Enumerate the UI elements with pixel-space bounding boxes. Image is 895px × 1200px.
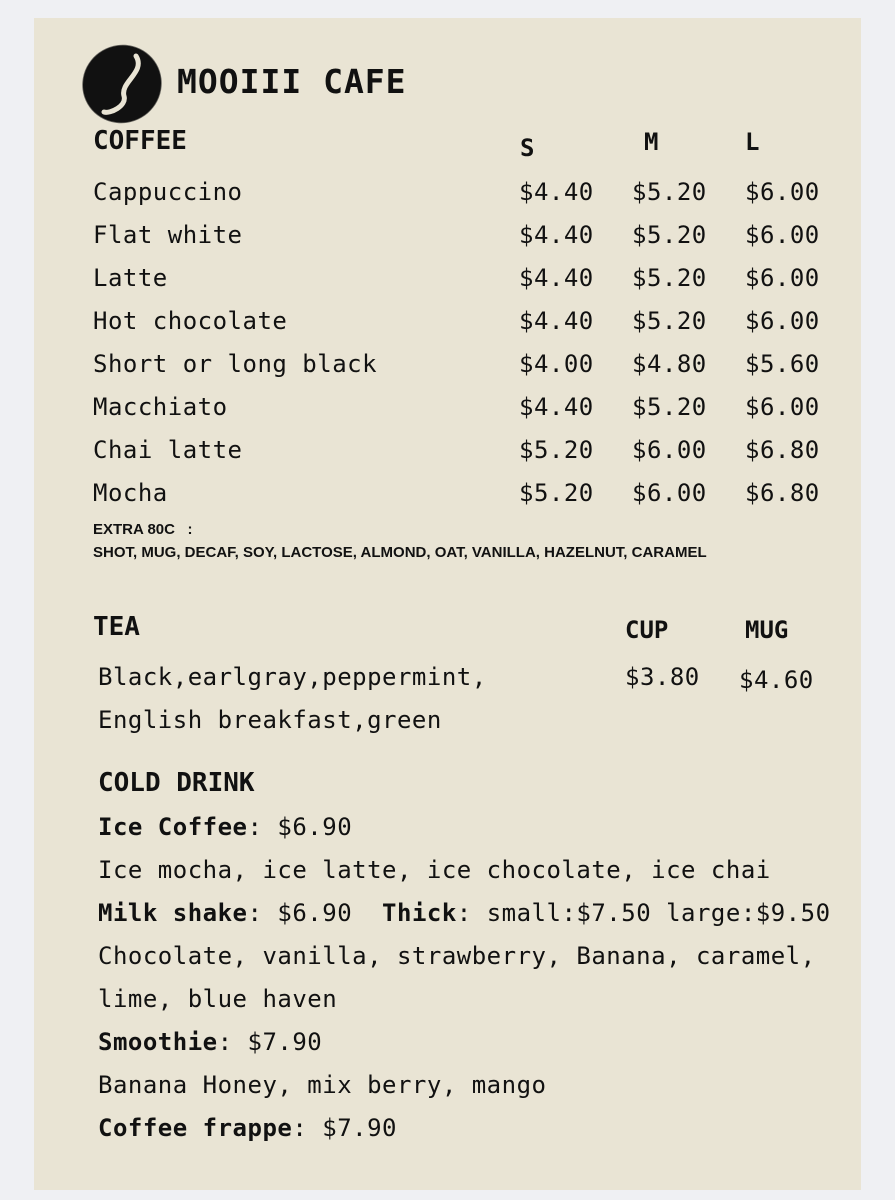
coffee-price-m: $5.20	[632, 178, 707, 206]
coffee-price-s: $4.40	[519, 307, 594, 335]
coffee-item-name: Flat white	[93, 221, 243, 249]
coffee-price-m: $5.20	[632, 307, 707, 335]
coffee-item-name: Short or long black	[93, 350, 378, 378]
tea-cup-header: CUP	[625, 616, 669, 644]
menu-card	[34, 18, 861, 1190]
coffee-price-s: $4.40	[519, 221, 594, 249]
coffee-section-title: COFFEE	[93, 126, 187, 156]
thick-prices: : small:$7.50 large:$9.50	[456, 899, 831, 927]
coffee-item-name: Cappuccino	[93, 178, 243, 206]
size-header-m: M	[644, 128, 659, 156]
milkshake-options-line-2: lime, blue haven	[98, 985, 338, 1013]
milkshake-price: : $6.90	[247, 899, 383, 927]
coffee-price-l: $6.00	[745, 393, 820, 421]
coffee-price-l: $6.80	[745, 479, 820, 507]
frappe-line	[98, 1114, 397, 1142]
coffee-price-s: $5.20	[519, 479, 594, 507]
ice-coffee-label: Ice Coffee	[98, 813, 248, 841]
cafe-title: MOOIII CAFE	[177, 62, 407, 101]
coffee-price-m: $5.20	[632, 221, 707, 249]
coffee-price-m: $6.00	[632, 479, 707, 507]
smoothie-options: Banana Honey, mix berry, mango	[98, 1071, 547, 1099]
coffee-price-s: $5.20	[519, 436, 594, 464]
thick-label: Thick	[382, 899, 457, 927]
coffee-price-l: $5.60	[745, 350, 820, 378]
coffee-price-s: $4.00	[519, 350, 594, 378]
coffee-item-name: Mocha	[93, 479, 168, 507]
coffee-price-l: $6.00	[745, 264, 820, 292]
extra-label: EXTRA 80C :	[93, 521, 193, 538]
coffee-price-m: $5.20	[632, 393, 707, 421]
coffee-price-s: $4.40	[519, 264, 594, 292]
coffee-item-name: Latte	[93, 264, 168, 292]
tea-options-line-1: Black,earlgray,peppermint,	[98, 663, 487, 691]
tea-options-line-2: English breakfast,green	[98, 706, 442, 734]
coffee-price-l: $6.80	[745, 436, 820, 464]
size-header-s: S	[520, 134, 535, 162]
milkshake-line	[98, 899, 831, 927]
size-header-l: L	[745, 128, 760, 156]
tea-section-title: TEA	[93, 612, 140, 642]
smoothie-price: : $7.90	[217, 1028, 323, 1056]
smoothie-line	[98, 1028, 322, 1056]
tea-mug-price: $4.60	[739, 666, 814, 694]
coffee-price-l: $6.00	[745, 221, 820, 249]
coffee-price-l: $6.00	[745, 307, 820, 335]
coffee-price-s: $4.40	[519, 178, 594, 206]
milkshake-label: Milk shake	[98, 899, 248, 927]
coffee-bean-logo-icon	[80, 42, 164, 131]
coffee-price-l: $6.00	[745, 178, 820, 206]
coffee-item-name: Macchiato	[93, 393, 228, 421]
frappe-price: : $7.90	[292, 1114, 397, 1142]
cold-drink-section-title: COLD DRINK	[98, 768, 255, 798]
tea-cup-price: $3.80	[625, 663, 700, 691]
ice-coffee-line	[98, 813, 352, 841]
coffee-price-m: $4.80	[632, 350, 707, 378]
coffee-item-name: Hot chocolate	[93, 307, 288, 335]
coffee-price-s: $4.40	[519, 393, 594, 421]
ice-coffee-options: Ice mocha, ice latte, ice chocolate, ice chai	[98, 856, 771, 884]
coffee-price-m: $6.00	[632, 436, 707, 464]
milkshake-options-line-1: Chocolate, vanilla, strawberry, Banana, caramel,	[98, 942, 816, 970]
tea-mug-header: MUG	[745, 616, 789, 644]
smoothie-label: Smoothie	[98, 1028, 218, 1056]
coffee-item-name: Chai latte	[93, 436, 243, 464]
ice-coffee-price: : $6.90	[247, 813, 353, 841]
extra-items: SHOT, MUG, DECAF, SOY, LACTOSE, ALMOND, OAT, VANILLA, HAZELNUT, CARAMEL	[93, 544, 707, 561]
coffee-price-m: $5.20	[632, 264, 707, 292]
frappe-label: Coffee frappe	[98, 1114, 293, 1142]
